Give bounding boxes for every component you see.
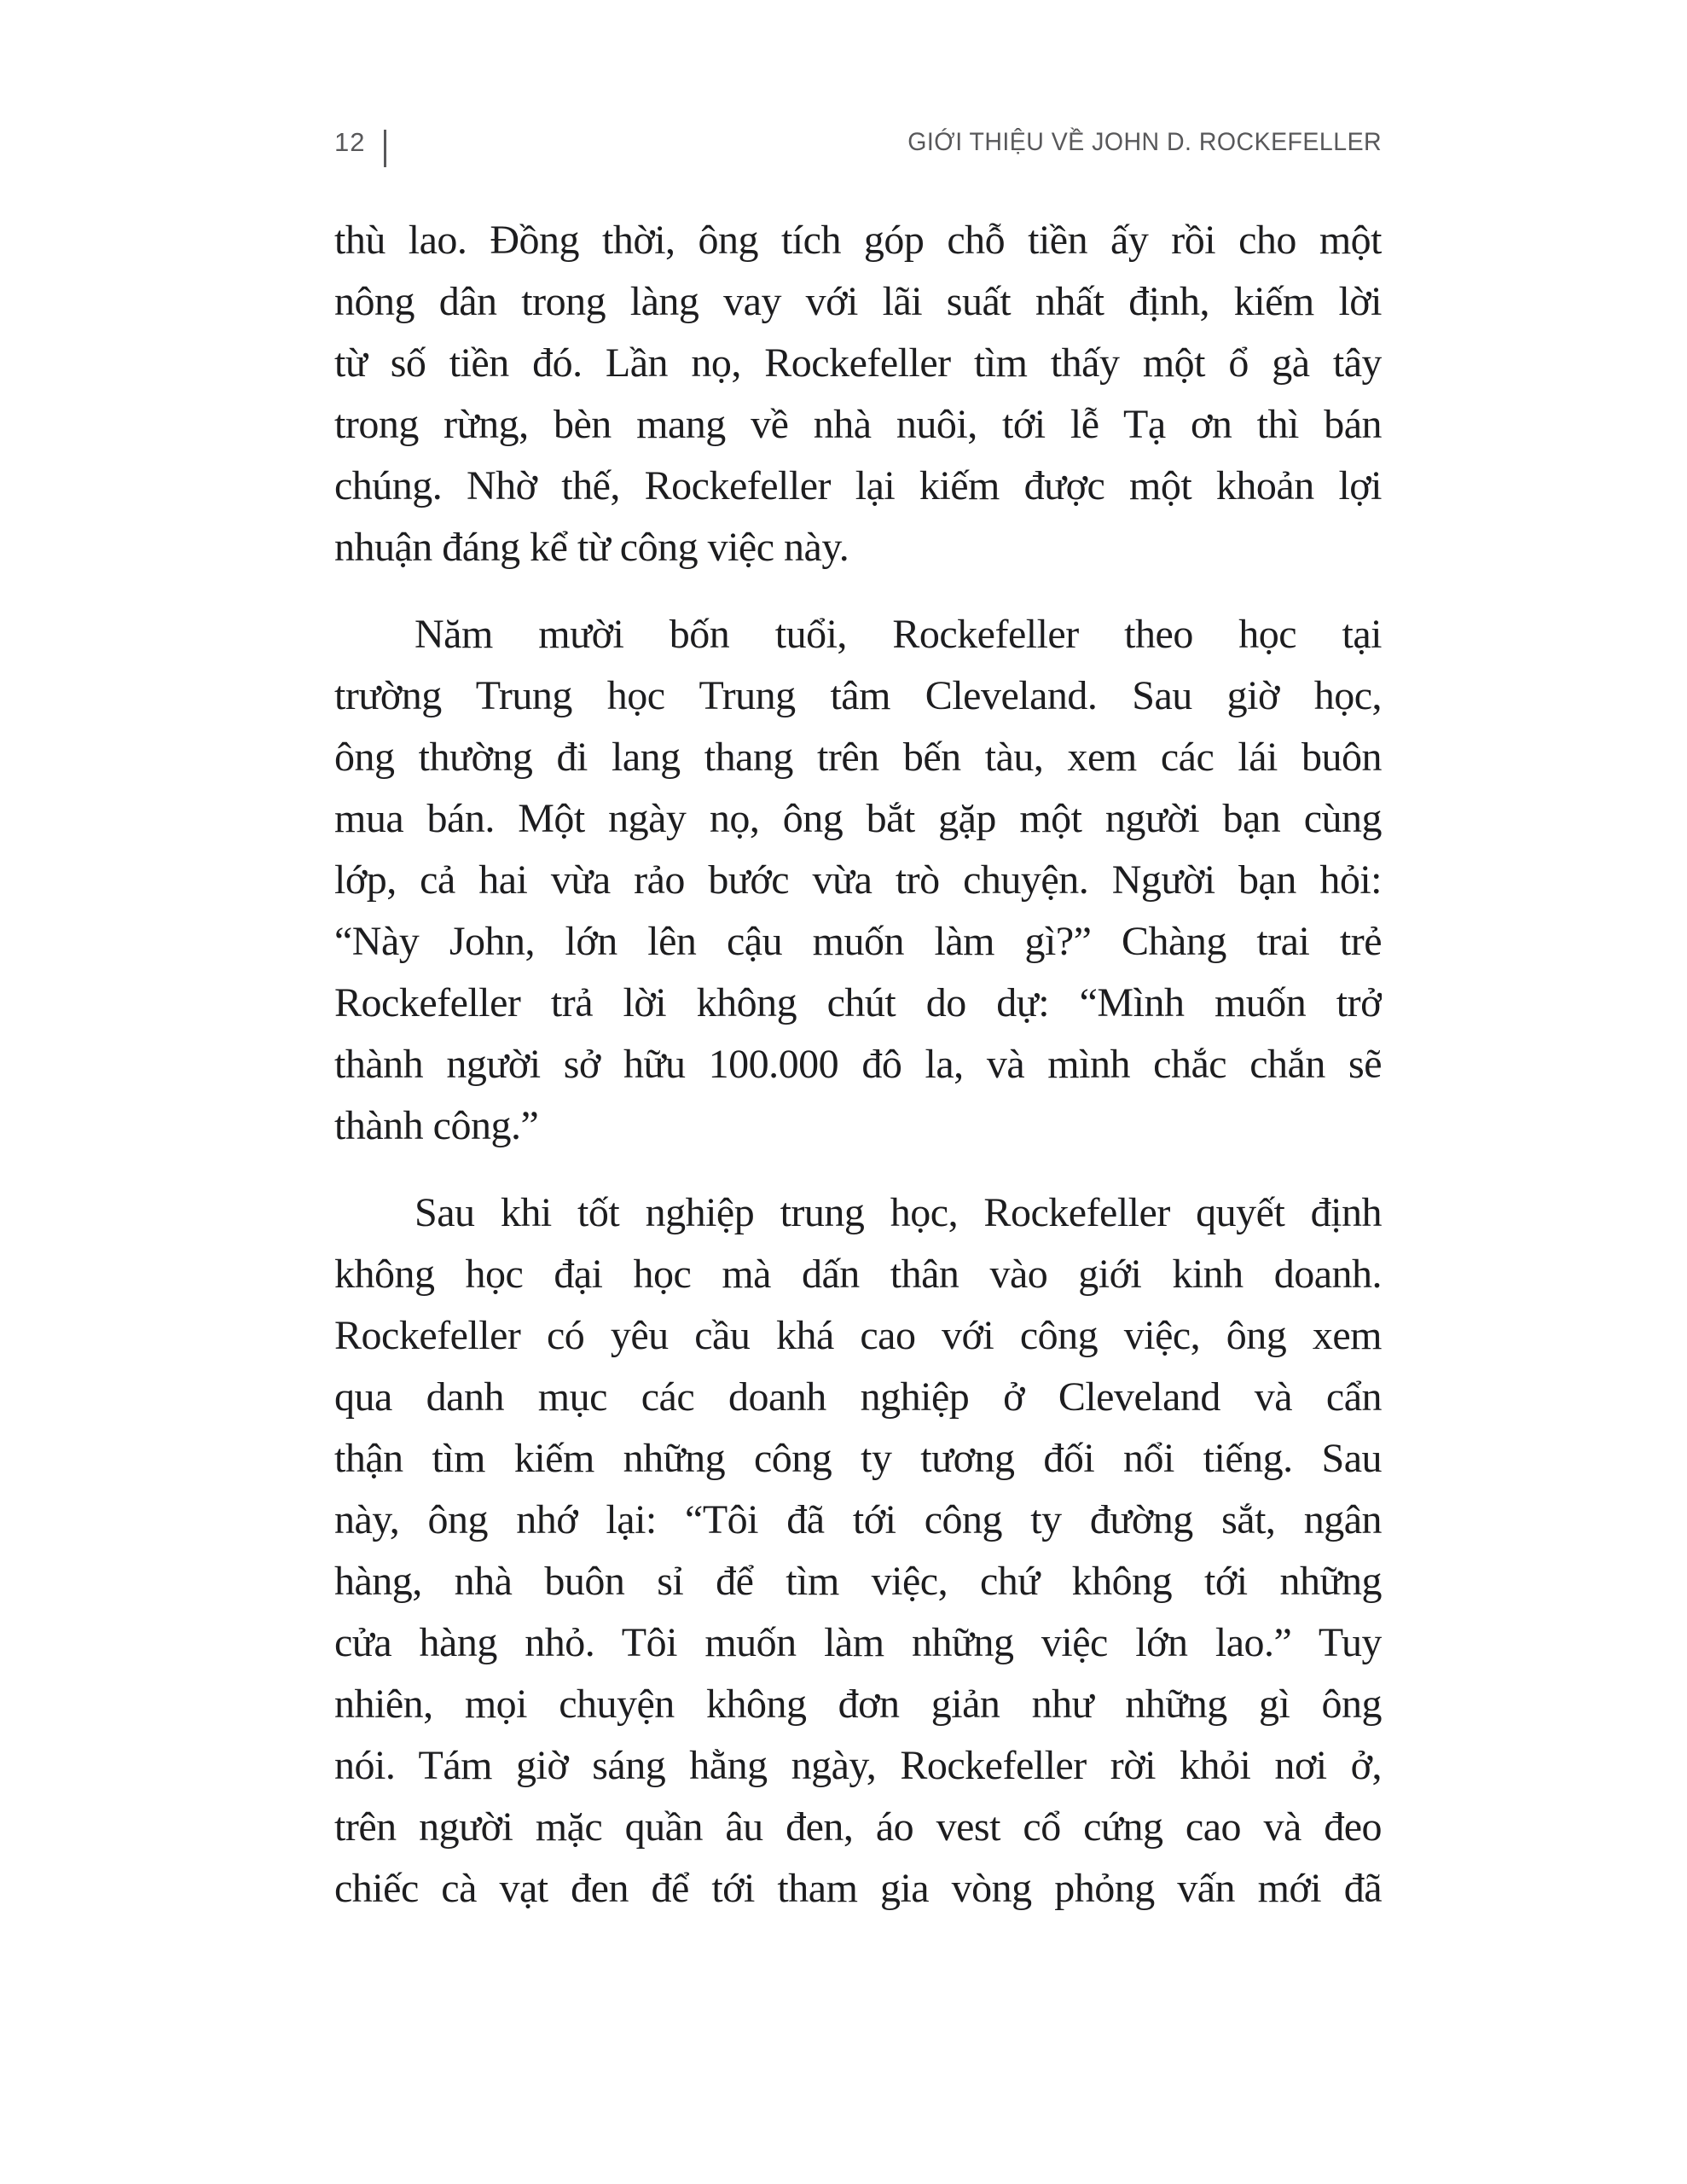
text-line: lớp, cả hai vừa rảo bước vừa trò chuyện. Người bạn hỏi: — [334, 857, 1382, 903]
running-title: GIỚI THIỆU VỀ JOHN D. ROCKEFELLER — [907, 128, 1382, 156]
text-line: nói. Tám giờ sáng hằng ngày, Rockefeller rời khỏi nơi ở, — [334, 1743, 1382, 1788]
text-line: trong rừng, bèn mang về nhà nuôi, tới lễ Tạ ơn thì bán — [334, 402, 1382, 447]
text-line: Năm mười bốn tuổi, Rockefeller theo học tại — [415, 612, 1382, 657]
text-line: này, ông nhớ lại: “Tôi đã tới công ty đường sắt, ngân — [334, 1497, 1382, 1542]
text-line: Rockefeller có yêu cầu khá cao với công việc, ông xem — [334, 1313, 1382, 1358]
paragraph — [334, 210, 1382, 578]
text-line: Rockefeller trả lời không chút do dự: “Mình muốn trở — [334, 980, 1382, 1025]
body-text — [334, 210, 1382, 1920]
text-line: thận tìm kiếm những công ty tương đối nổi tiếng. Sau — [334, 1436, 1382, 1481]
text-line: ông thường đi lang thang trên bến tàu, xem các lái buôn — [334, 735, 1382, 780]
text-line: qua danh mục các doanh nghiệp ở Cleveland và cẩn — [334, 1374, 1382, 1420]
text-line: thù lao. Đồng thời, ông tích góp chỗ tiền ấy rồi cho một — [334, 218, 1382, 263]
text-line: từ số tiền đó. Lần nọ, Rockefeller tìm thấy một ổ gà tây — [334, 340, 1382, 386]
text-line: thành người sở hữu 100.000 đô la, và mình chắc chắn sẽ — [334, 1042, 1382, 1087]
text-line: không học đại học mà dấn thân vào giới kinh doanh. — [334, 1252, 1382, 1297]
text-line: hàng, nhà buôn sỉ để tìm việc, chứ không tới những — [334, 1559, 1382, 1604]
text-line: cửa hàng nhỏ. Tôi muốn làm những việc lớn lao.” Tuy — [334, 1620, 1382, 1665]
page-number: 12 — [334, 127, 366, 157]
header-separator — [384, 130, 386, 167]
text-line: nhuận đáng kể từ công việc này. — [334, 525, 849, 570]
text-line: “Này John, lớn lên cậu muốn làm gì?” Chàng trai trẻ — [334, 919, 1382, 964]
text-line: trường Trung học Trung tâm Cleveland. Sau giờ học, — [334, 673, 1382, 718]
text-line: nông dân trong làng vay với lãi suất nhất định, kiếm lời — [334, 279, 1382, 324]
paragraph — [334, 604, 1382, 1157]
text-line: nhiên, mọi chuyện không đơn giản như những gì ông — [334, 1682, 1382, 1727]
text-line: trên người mặc quần âu đen, áo vest cổ cứng cao và đeo — [334, 1804, 1382, 1850]
text-line: Sau khi tốt nghiệp trung học, Rockefeller quyết định — [415, 1190, 1382, 1235]
paragraph — [334, 1182, 1382, 1920]
text-line: chúng. Nhờ thế, Rockefeller lại kiếm được một khoản lợi — [334, 463, 1382, 508]
folio-group — [334, 128, 386, 167]
text-line: thành công.” — [334, 1103, 539, 1148]
running-header — [334, 128, 1382, 176]
text-line: mua bán. Một ngày nọ, ông bắt gặp một người bạn cùng — [334, 796, 1382, 841]
text-line: chiếc cà vạt đen để tới tham gia vòng phỏng vấn mới đã — [334, 1866, 1382, 1911]
